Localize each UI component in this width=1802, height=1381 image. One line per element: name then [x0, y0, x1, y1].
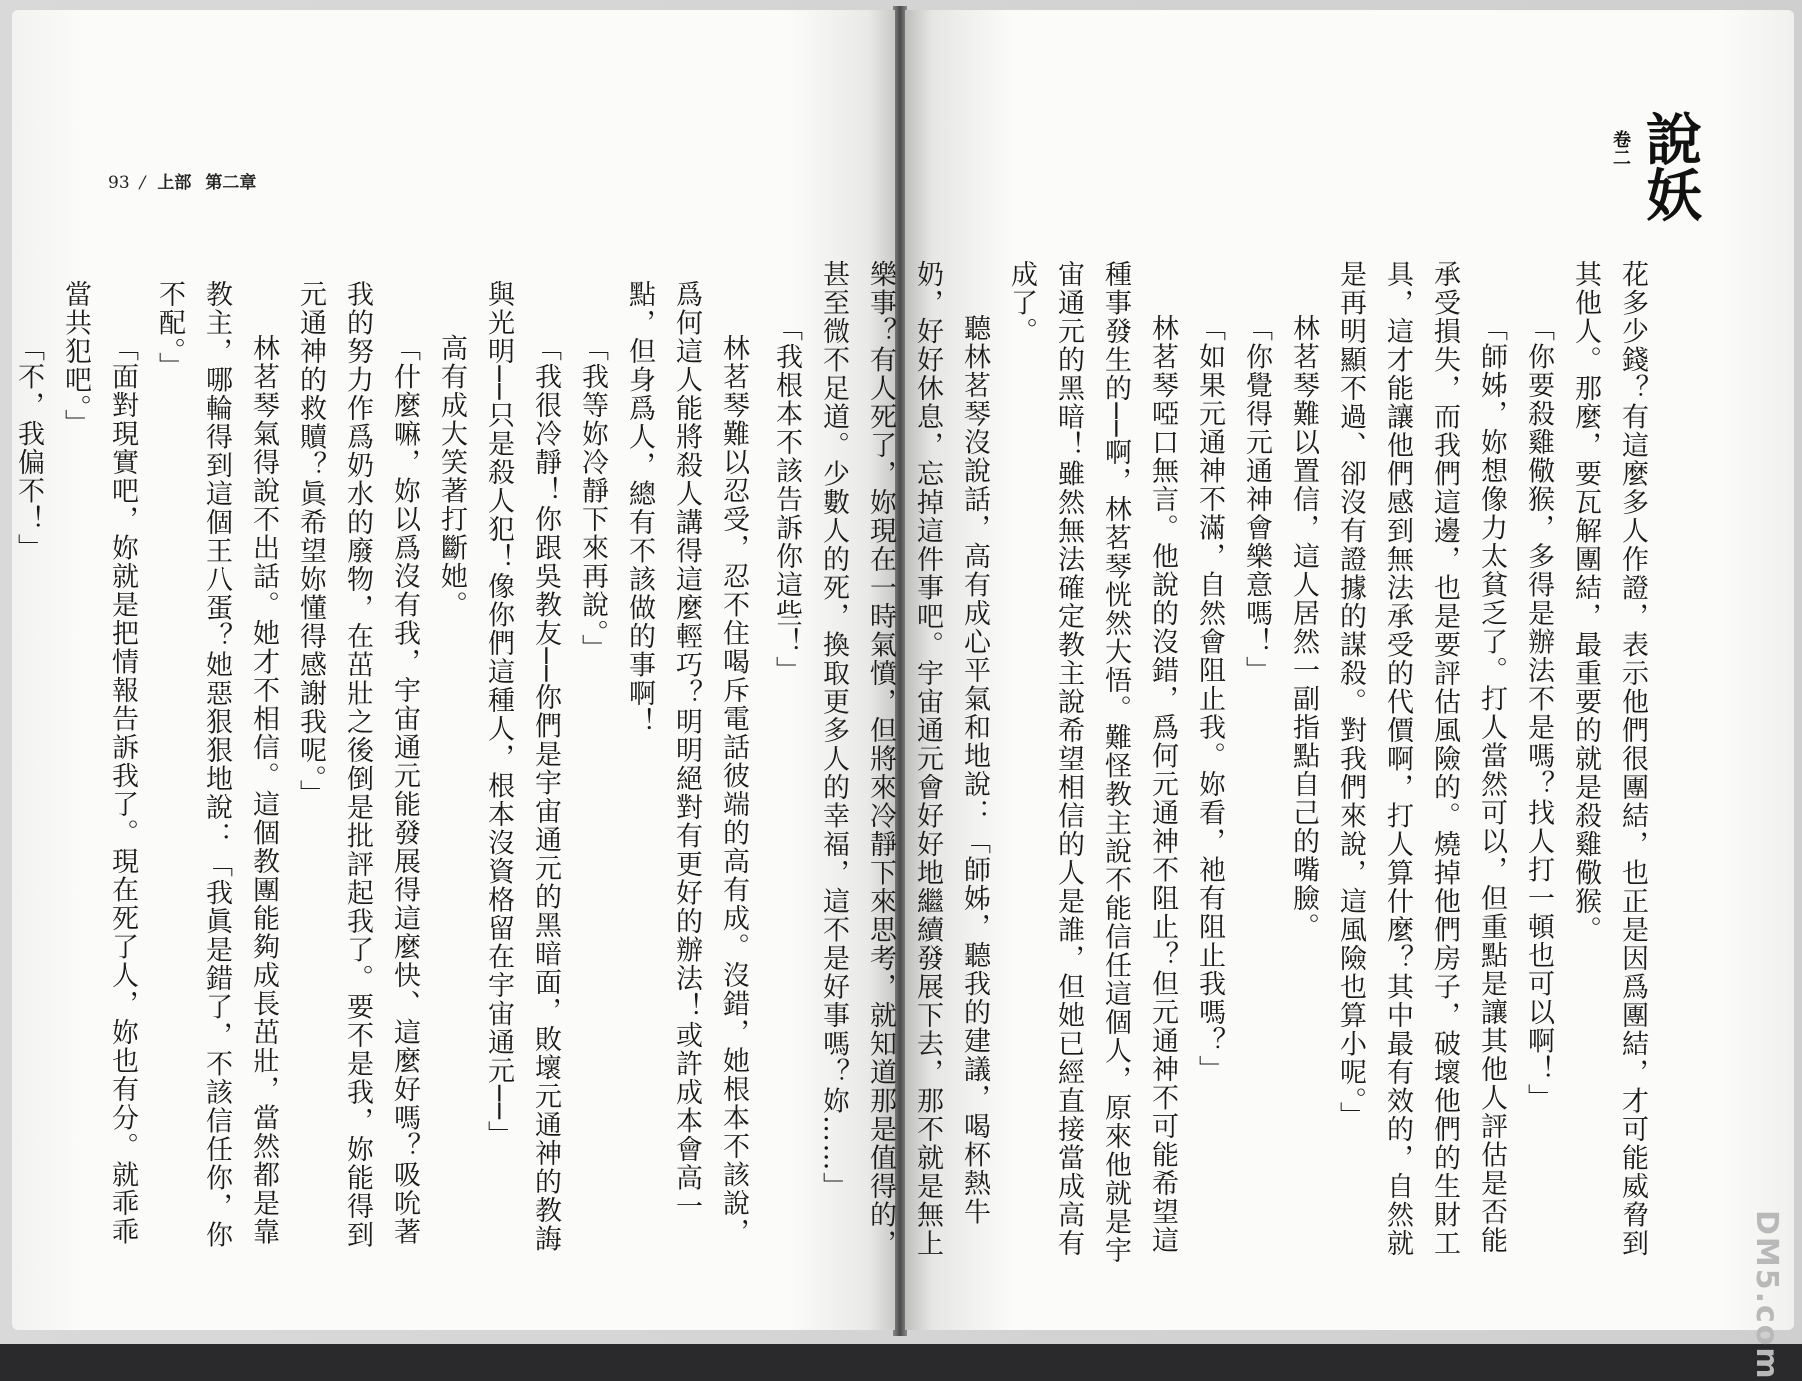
- right-page-text: [763, 260, 1656, 1270]
- running-head: [108, 168, 256, 193]
- left-page-text: [0, 280, 757, 1265]
- page-number: 93: [108, 173, 130, 193]
- paragraph: 「面對現實吧，妳就是把情報告訴我了。現在死了人，妳也有分。就乖乖當共犯吧。」: [60, 280, 138, 1246]
- paragraph: 「如果元通神不滿，自然會阻止我。妳看，祂有阻止我嗎？」: [1194, 314, 1225, 1084]
- paragraph: 林茗琴難以置信，這人居然一副指點自己的嘴臉。: [1288, 314, 1319, 941]
- chapter-title: 第二章: [205, 173, 257, 193]
- watermark: [1735, 1140, 1785, 1381]
- section-title: 上部: [157, 173, 192, 193]
- paragraph: 林茗琴難以忍受，忍不住喝斥電話彼端的高有成。沒錯，她根本不該說，爲何這人能將殺人講得這麼輕巧？明明絕對有更好的辦法！或許成本會高一點，但身爲人，總有不該做的事啊！: [624, 280, 749, 1246]
- paragraph: 花多少錢？有這麼多人作證，表示他們很團結，也正是因爲團結，才可能威脅到其他人。那麼，要瓦解團結，最重要的就是殺雞儆猴。: [1570, 260, 1648, 1258]
- paragraph: 「師姊，妳想像力太貧乏了。打人當然可以，但重點是讓其他人評估是否能承受損失，而我們這邊，也是要評估風險的。燒掉他們房子，破壞他們的生財工具，這才能讓他們感到無法承受的代價啊，打人算什麼？其中最有效的，自然就是再明顯不過、卻沒有證據的謀殺。對我們來說，這風險也算小呢。」: [1335, 260, 1507, 1258]
- running-head-separator: /: [139, 173, 146, 193]
- paragraph: 「你覺得元通神會樂意嗎！」: [1241, 314, 1272, 685]
- volume-label: 卷二: [1610, 130, 1631, 166]
- paragraph: 「我根本不該告訴你這些！」: [771, 314, 802, 685]
- paragraph: [0, 280, 5, 1265]
- paragraph: 林茗琴啞口無言。他說的沒錯，爲何元通神不阻止？但元通神不可能希望這種事發生的──啊，林茗琴恍然大悟。難怪教主說不能信任這個人，原來他就是宇宙通元的黑暗！雖然無法確定教主說希望相信的人是誰，但她已經直接當成高有成了。: [1006, 260, 1178, 1265]
- paragraph: 「什麼嘛，妳以爲沒有我，宇宙通元能發展得這麼快、這麼好嗎？吸吮著我的努力作爲奶水的廢物，在茁壯之後倒是批評起我了。要不是我，妳能得到元通神的救贖？眞希望妳懂得感謝我呢。」: [295, 280, 420, 1249]
- paragraph: 「你要殺雞儆猴，多得是辦法不是嗎？找人打一頓也可以啊！」: [1523, 314, 1554, 1112]
- paragraph: 「我等妳冷靜下來再說。」: [577, 334, 608, 663]
- paragraph: 林茗琴氣得說不出話。她才不相信。這個教團能夠成長茁壯，當然都是靠教主，哪輪得到這個王八蛋？她惡狠狠地說：「我眞是錯了，不該信任你，你不配。」: [154, 280, 279, 1249]
- book-title: 說妖: [1637, 110, 1703, 222]
- paragraph: 「不，我偏不！」: [13, 334, 44, 562]
- paragraph: 高有成大笑著打斷她。: [436, 334, 467, 619]
- watermark-text: DM5.com: [1749, 1210, 1784, 1381]
- book-title-block: [1610, 110, 1720, 230]
- right-page: [771, 10, 1794, 1381]
- paragraph: 聽林茗琴沒說話，高有成心平氣和地說：「師姊，聽我的建議，喝杯熱牛奶，好好休息，忘掉這件事吧。宇宙通元會好好地繼續發展下去，那不就是無上樂事？有人死了，妳現在一時氣憤，但將來冷靜下來思考，就知道那是值得的，甚至微不足道。少數人的死，換取更多人的幸福，這不是好事嗎？妳……」: [818, 260, 990, 1258]
- paragraph: 「我很冷靜！你跟吳教友──你們是宇宙通元的黑暗面，敗壞元通神的教誨與光明──只是殺人犯！像你們這種人，根本沒資格留在宇宙通元──」: [483, 280, 561, 1254]
